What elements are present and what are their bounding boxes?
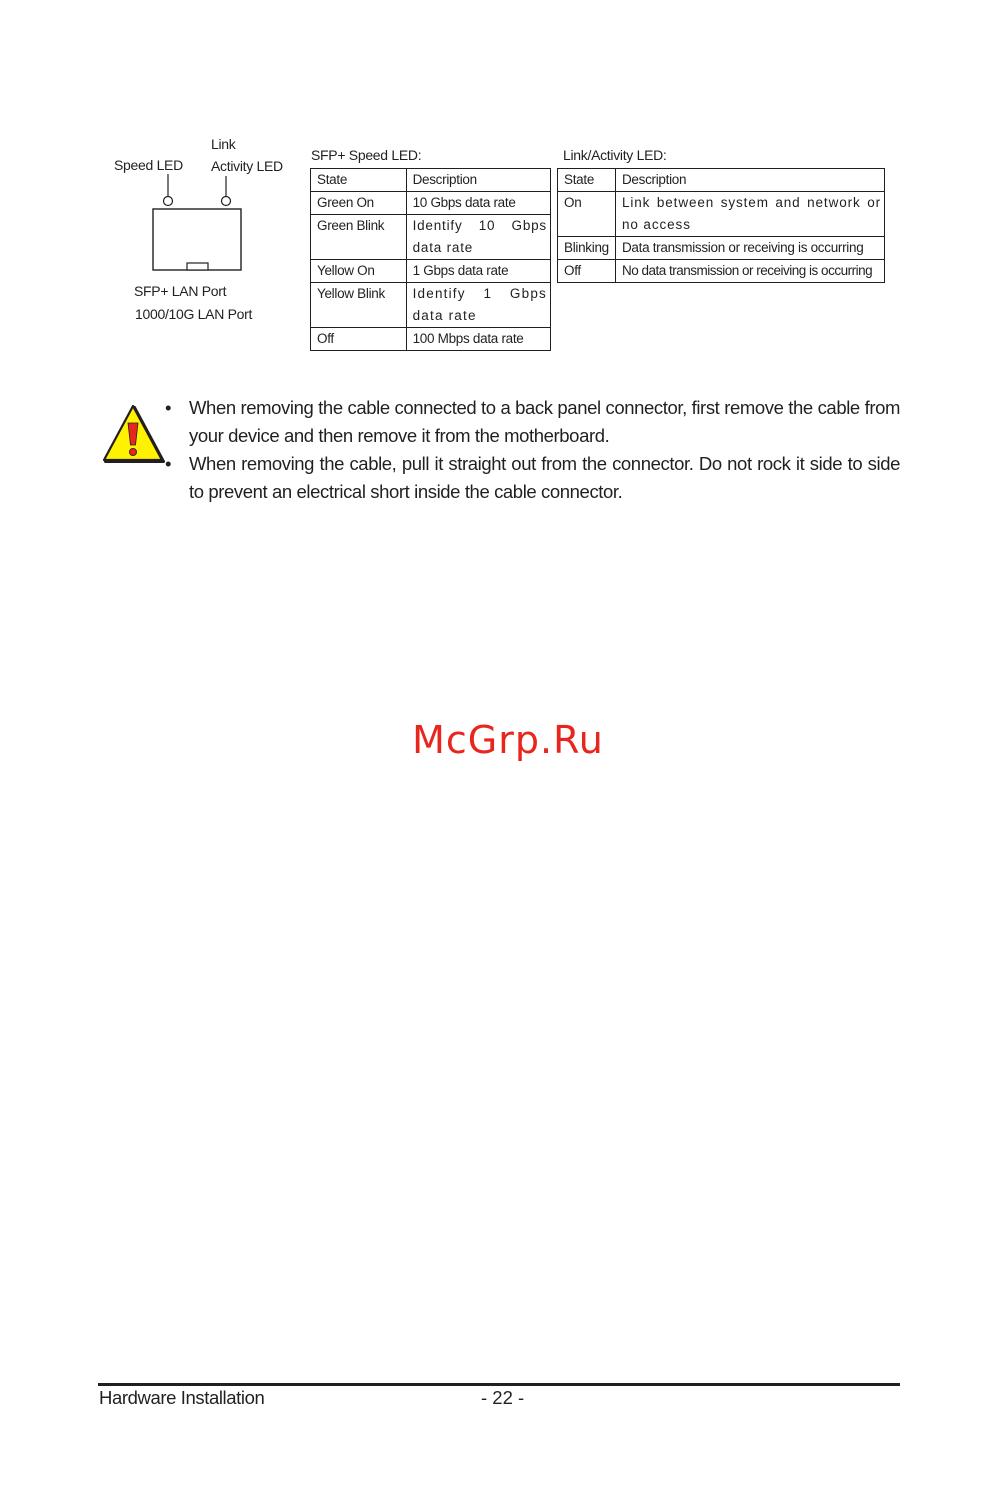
activity-table-caption: Link/Activity LED: [563,147,667,163]
header-cell: Description [406,169,550,192]
description-cell: Identify 10 Gbps data rate [406,215,550,260]
description-cell: Link between system and network or no access [615,192,884,237]
state-cell: Green On [311,192,407,215]
footer-divider [98,1383,900,1386]
warning-text: When removing the cable, pull it straight out from the connector. Do not rock it side to side to prevent an electrical short inside the cable connector. [189,453,900,502]
table-row [311,192,551,215]
header-cell: State [311,169,407,192]
bullet: • [165,397,172,418]
list-item [165,394,900,450]
state-cell: Green Blink [311,215,407,260]
table-row [311,328,551,351]
state-cell: Blinking [558,237,616,260]
page-number: - 22 - [481,1387,525,1408]
description-cell: No data transmission or receiving is occurring [615,260,884,283]
state-cell: On [558,192,616,237]
description-cell: Data transmission or receiving is occurring [615,237,884,260]
link-label: Link [211,136,236,152]
table-header-row [558,169,885,192]
port-label: SFP+ LAN Port [134,283,227,299]
description-cell: 100 Mbps data rate [406,328,550,351]
table-row [311,215,551,260]
warning-icon [100,402,166,464]
sfp-port-icon [153,209,241,270]
speed-table-caption: SFP+ Speed LED: [311,147,422,163]
header-cell: Description [615,169,884,192]
bullet: • [165,453,172,474]
warning-list [165,394,900,506]
footer-section-title: Hardware Installation [99,1387,265,1408]
watermark: McGrp.Ru [412,718,604,762]
activity-led-label: Activity LED [211,158,283,174]
table-header-row [311,169,551,192]
speed-led-icon [164,197,173,206]
list-item [165,450,900,506]
state-cell: Off [311,328,407,351]
description-cell: 10 Gbps data rate [406,192,550,215]
port-outline-drawing [140,170,250,275]
table-row [558,260,885,283]
state-cell: Yellow Blink [311,283,407,328]
description-cell: Identify 1 Gbps data rate [406,283,550,328]
activity-led-icon [222,197,231,206]
state-cell: Off [558,260,616,283]
table-row [311,283,551,328]
table-row [311,260,551,283]
speed-led-label: Speed LED [114,157,183,173]
header-cell: State [558,169,616,192]
table-row [558,192,885,237]
state-cell: Yellow On [311,260,407,283]
description-cell: 1 Gbps data rate [406,260,550,283]
warning-text: When removing the cable connected to a back panel connector, first remove the cable from your device and then remove it from the motherboard. [189,397,900,446]
speed-led-table [310,168,551,351]
port-speed-label: 1000/10G LAN Port [135,306,253,322]
activity-led-table [557,168,885,283]
table-row [558,237,885,260]
